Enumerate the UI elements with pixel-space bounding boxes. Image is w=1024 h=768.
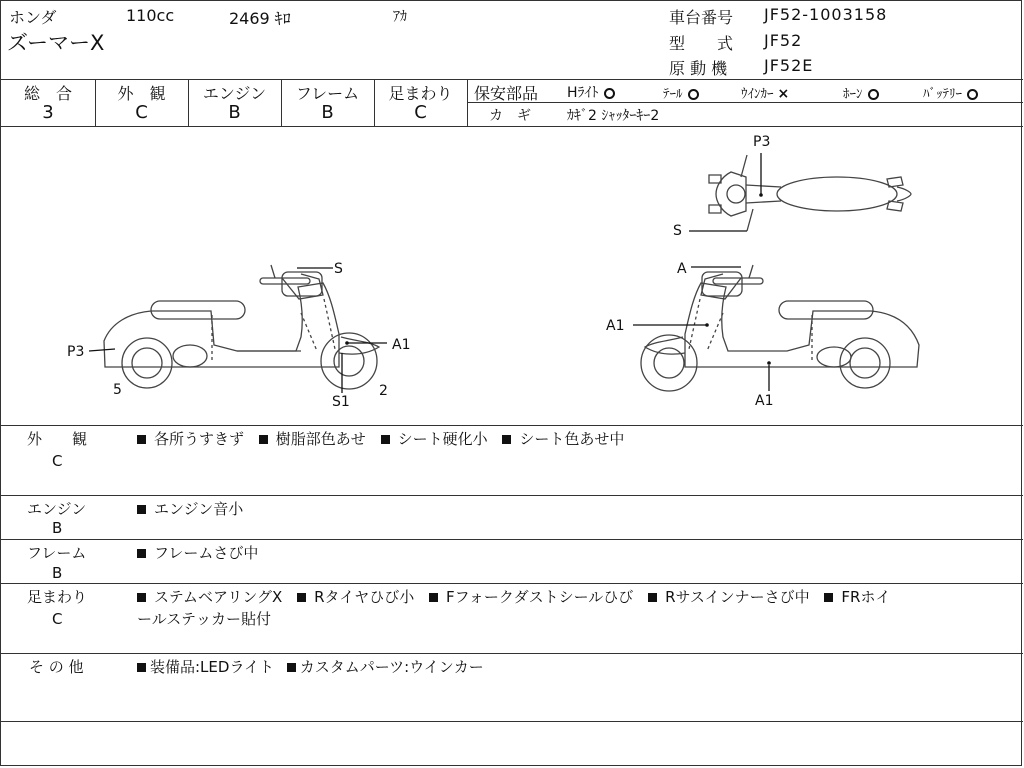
diagram-label-s-left: S	[334, 261, 343, 277]
model-name: ズーマーX	[7, 31, 105, 55]
note-frame-items	[137, 542, 268, 564]
ng-cross-icon: ×	[777, 86, 790, 102]
safety-taillight	[663, 83, 699, 102]
key-label: カ ギ	[489, 108, 531, 124]
ok-circle-icon	[688, 89, 699, 100]
note-exterior-items	[137, 428, 634, 450]
bullet-square-icon	[648, 593, 657, 602]
note-item: Rサスインナーさび中	[665, 588, 810, 606]
note-suspension-grade: C	[52, 610, 63, 628]
safety-parts-label: 保安部品	[474, 84, 539, 103]
bullet-square-icon	[137, 435, 146, 444]
note-frame-label: フレーム	[27, 544, 87, 562]
diagram-label-s1-left: S1	[332, 394, 350, 410]
diagram-label-a1-right-top: A1	[606, 318, 625, 334]
mileage: 2469 ｷﾛ	[229, 9, 291, 28]
safety-winker-label: ｳｲﾝｶｰ	[741, 87, 774, 102]
note-item: Fフォークダストシールひび	[446, 588, 634, 606]
safety-taillight-label: ﾃｰﾙ	[663, 87, 683, 102]
note-engine-items	[137, 498, 253, 520]
safety-horn-label: ﾎｰﾝ	[843, 87, 863, 102]
diagram-label-a-right: A	[677, 261, 687, 277]
diagram-label-s-top: S	[673, 223, 682, 239]
note-item: フレームさび中	[154, 544, 259, 562]
key-value: ｶｷﾞ2 ｼｬｯﾀｰｷｰ2	[567, 108, 660, 124]
bullet-square-icon	[287, 663, 296, 672]
grade-engine: B	[228, 102, 241, 123]
grade-exterior: C	[135, 102, 148, 123]
bullet-square-icon	[137, 549, 146, 558]
diagram-label-p3-left: P3	[67, 344, 85, 360]
grade-suspension-label: 足まわり	[388, 84, 453, 103]
ok-circle-icon	[868, 89, 879, 100]
note-item: エンジン音小	[154, 500, 244, 518]
diagram-label-a1-right-bottom: A1	[755, 393, 774, 409]
note-other-label: そ の 他	[29, 658, 84, 676]
bullet-square-icon	[137, 505, 146, 514]
safety-horn	[843, 83, 879, 102]
note-engine-label: エンジン	[27, 500, 87, 518]
maker: ホンダ	[9, 8, 57, 27]
note-exterior-grade: C	[52, 452, 63, 470]
grade-frame-label: フレーム	[295, 84, 360, 103]
ok-circle-icon	[604, 88, 615, 99]
diagram-label-2: 2	[379, 383, 388, 399]
bullet-square-icon	[259, 435, 268, 444]
note-exterior-label: 外 観	[27, 430, 88, 448]
note-item: カスタムパーツ:ウインカー	[299, 658, 484, 676]
type-label: 型 式	[669, 34, 734, 53]
note-engine-grade: B	[52, 519, 63, 537]
grade-suspension: C	[414, 102, 427, 123]
bullet-square-icon	[381, 435, 390, 444]
engine-model: JF52E	[764, 56, 814, 75]
type-value: JF52	[764, 31, 803, 50]
note-item: ステムベアリングX	[154, 588, 283, 606]
grade-total-label: 総 合	[23, 84, 72, 103]
bullet-square-icon	[502, 435, 511, 444]
note-item: 樹脂部色あせ	[275, 430, 366, 448]
note-suspension-line2: ールステッカー貼付	[137, 610, 271, 628]
safety-battery	[923, 83, 978, 102]
note-item: 各所うすきず	[154, 430, 245, 448]
scooter-right-view	[633, 265, 919, 391]
safety-headlight-label: Hﾗｲﾄ	[567, 85, 599, 101]
scooter-left-view	[89, 265, 387, 393]
note-suspension-label: 足まわり	[27, 588, 88, 606]
engine-model-label: 原 動 機	[669, 59, 728, 78]
grade-total: 3	[42, 102, 54, 123]
color: ｱｶ	[393, 9, 407, 25]
bullet-square-icon	[429, 593, 438, 602]
diagram-label-a1-left: A1	[392, 337, 411, 353]
note-item: 装備品:LEDライト	[150, 658, 274, 676]
note-item: FRホイ	[841, 588, 891, 606]
diagram-label-5: 5	[113, 382, 122, 398]
safety-battery-label: ﾊﾞｯﾃﾘｰ	[923, 87, 962, 102]
scooter-diagram	[1, 127, 1023, 425]
note-frame-grade: B	[52, 564, 63, 582]
grade-frame: B	[321, 102, 334, 123]
safety-winker	[741, 83, 789, 102]
displacement: 110cc	[126, 6, 175, 25]
scooter-top-view	[689, 153, 911, 231]
note-suspension-items	[137, 586, 900, 608]
ok-circle-icon	[967, 89, 978, 100]
note-item: シート色あせ中	[519, 430, 625, 448]
safety-headlight	[567, 82, 615, 102]
bullet-square-icon	[137, 593, 146, 602]
bullet-square-icon	[824, 593, 833, 602]
frame-number-label: 車台番号	[669, 8, 734, 27]
note-item: シート硬化小	[397, 430, 488, 448]
grade-engine-label: エンジン	[202, 84, 267, 103]
bullet-square-icon	[137, 663, 146, 672]
grade-exterior-label: 外 観	[117, 84, 166, 103]
diagram-label-p3-top: P3	[753, 134, 771, 150]
note-item: Rタイヤひび小	[314, 588, 415, 606]
note-other-items	[137, 656, 484, 678]
bullet-square-icon	[297, 593, 306, 602]
frame-number: JF52-1003158	[764, 5, 888, 24]
